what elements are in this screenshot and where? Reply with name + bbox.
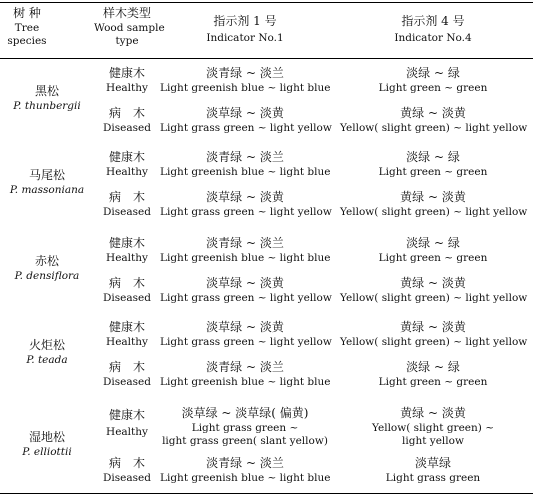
- indicator4-color-en-cont: light yellow: [402, 435, 464, 447]
- indicator4-color-en: Yellow( slight green) ~ light yellow: [340, 292, 528, 304]
- header-indicator1-en: Indicator No.1: [206, 32, 284, 44]
- sample-type-en: Diseased: [103, 292, 151, 304]
- header-type-en: Wood sample: [94, 22, 165, 34]
- sample-type-cn: 病 木: [108, 190, 145, 204]
- sample-type-en: Healthy: [106, 252, 148, 264]
- sample-type-cn: 健康木: [108, 236, 145, 250]
- indicator1-color-cn: 淡草绿 ~ 淡黄: [206, 190, 284, 204]
- indicator4-color-cn: 黄绿 ~ 淡黄: [400, 406, 466, 420]
- indicator1-color-en: Light grass green ~ light yellow: [160, 336, 332, 348]
- species-name-latin: P. densiflora: [14, 270, 80, 282]
- sample-type-en: Diseased: [103, 472, 151, 484]
- indicator4-color-cn: 黄绿 ~ 淡黄: [400, 276, 466, 290]
- indicator1-color-cn: 淡青绿 ~ 淡兰: [206, 456, 284, 470]
- indicator1-color-cn: 淡青绿 ~ 淡兰: [206, 150, 284, 164]
- sample-type-en: Healthy: [106, 426, 148, 438]
- sample-type-en: Healthy: [106, 82, 148, 94]
- table-top-rule: [0, 2, 533, 3]
- sample-type-cn: 病 木: [108, 106, 145, 120]
- header-type-en-2: type: [115, 35, 139, 47]
- sample-type-en: Diseased: [103, 376, 151, 388]
- species-name-cn: 黑松: [34, 84, 59, 98]
- indicator1-color-en: Light greenish blue ~ light blue: [160, 166, 331, 178]
- indicator4-color-en: Yellow( slight green) ~ light yellow: [340, 206, 528, 218]
- table-header-rule: [0, 58, 533, 59]
- indicator4-color-cn: 淡绿 ~ 绿: [406, 236, 460, 250]
- indicator1-color-cn: 淡草绿 ~ 淡草绿( 偏黄): [181, 406, 309, 420]
- indicator1-color-en-cont: light grass green( slant yellow): [162, 435, 328, 447]
- header-species-en: Tree: [14, 22, 40, 34]
- indicator1-color-en: Light greenish blue ~ light blue: [160, 82, 331, 94]
- indicator4-color-cn: 黄绿 ~ 淡黄: [400, 106, 466, 120]
- species-name-cn: 湿地松: [28, 430, 65, 444]
- header-species-cn: 树 种: [13, 6, 41, 20]
- indicator1-color-en: Light greenish blue ~ light blue: [160, 252, 331, 264]
- sample-type-cn: 健康木: [108, 408, 145, 422]
- indicator4-color-en: Yellow( slight green) ~ light yellow: [340, 336, 528, 348]
- indicator1-color-en: Light grass green ~ light yellow: [160, 292, 332, 304]
- indicator1-color-cn: 淡草绿 ~ 淡黄: [206, 320, 284, 334]
- indicator4-color-en: Light green ~ green: [378, 166, 488, 178]
- indicator4-color-cn: 黄绿 ~ 淡黄: [400, 320, 466, 334]
- sample-type-cn: 健康木: [108, 320, 145, 334]
- indicator4-color-en: Yellow( slight green) ~ light yellow: [340, 122, 528, 134]
- species-name-cn: 火炬松: [28, 338, 65, 352]
- header-type-cn: 样木类型: [102, 6, 151, 20]
- indicator1-color-en: Light greenish blue ~ light blue: [160, 376, 331, 388]
- indicator1-color-en: Light grass green ~ light yellow: [160, 206, 332, 218]
- indicator1-color-cn: 淡青绿 ~ 淡兰: [206, 66, 284, 80]
- indicator4-color-en: Light green ~ green: [378, 376, 488, 388]
- indicator4-color-cn: 淡草绿: [414, 456, 451, 470]
- indicator1-color-en: Light grass green ~: [191, 422, 299, 434]
- sample-type-cn: 健康木: [108, 150, 145, 164]
- header-indicator4-en: Indicator No.4: [394, 32, 472, 44]
- indicator1-color-cn: 淡青绿 ~ 淡兰: [206, 236, 284, 250]
- species-name-cn: 马尾松: [28, 168, 65, 182]
- sample-type-cn: 健康木: [108, 66, 145, 80]
- indicator4-color-en: Light grass green: [385, 472, 481, 484]
- indicator4-color-cn: 黄绿 ~ 淡黄: [400, 190, 466, 204]
- sample-type-cn: 病 木: [108, 360, 145, 374]
- indicator4-color-cn: 淡绿 ~ 绿: [406, 66, 460, 80]
- species-name-cn: 赤松: [34, 254, 59, 268]
- indicator4-color-en: Light green ~ green: [378, 252, 488, 264]
- header-indicator4-cn: 指示剂 4 号: [401, 14, 465, 28]
- sample-type-cn: 病 木: [108, 456, 145, 470]
- species-name-latin: P. massoniana: [9, 184, 85, 196]
- sample-type-en: Healthy: [106, 166, 148, 178]
- indicator4-color-cn: 淡绿 ~ 绿: [406, 150, 460, 164]
- table-bottom-rule: [0, 493, 533, 494]
- sample-type-cn: 病 木: [108, 276, 145, 290]
- indicator1-color-en: Light greenish blue ~ light blue: [160, 472, 331, 484]
- sample-type-en: Diseased: [103, 206, 151, 218]
- indicator4-color-cn: 淡绿 ~ 绿: [406, 360, 460, 374]
- indicator1-color-cn: 淡草绿 ~ 淡黄: [206, 276, 284, 290]
- species-name-latin: P. thunbergii: [13, 100, 81, 112]
- indicator1-color-cn: 淡青绿 ~ 淡兰: [206, 360, 284, 374]
- indicator1-color-cn: 淡草绿 ~ 淡黄: [206, 106, 284, 120]
- species-name-latin: P. elliottii: [22, 446, 72, 458]
- header-indicator1-cn: 指示剂 1 号: [213, 14, 277, 28]
- indicator4-color-en: Light green ~ green: [378, 82, 488, 94]
- sample-type-en: Diseased: [103, 122, 151, 134]
- species-name-latin: P. teada: [26, 354, 68, 366]
- indicator1-color-en: Light grass green ~ light yellow: [160, 122, 332, 134]
- header-species-en-2: species: [7, 35, 47, 47]
- indicator4-color-en: Yellow( slight green) ~: [371, 422, 494, 434]
- sample-type-en: Healthy: [106, 336, 148, 348]
